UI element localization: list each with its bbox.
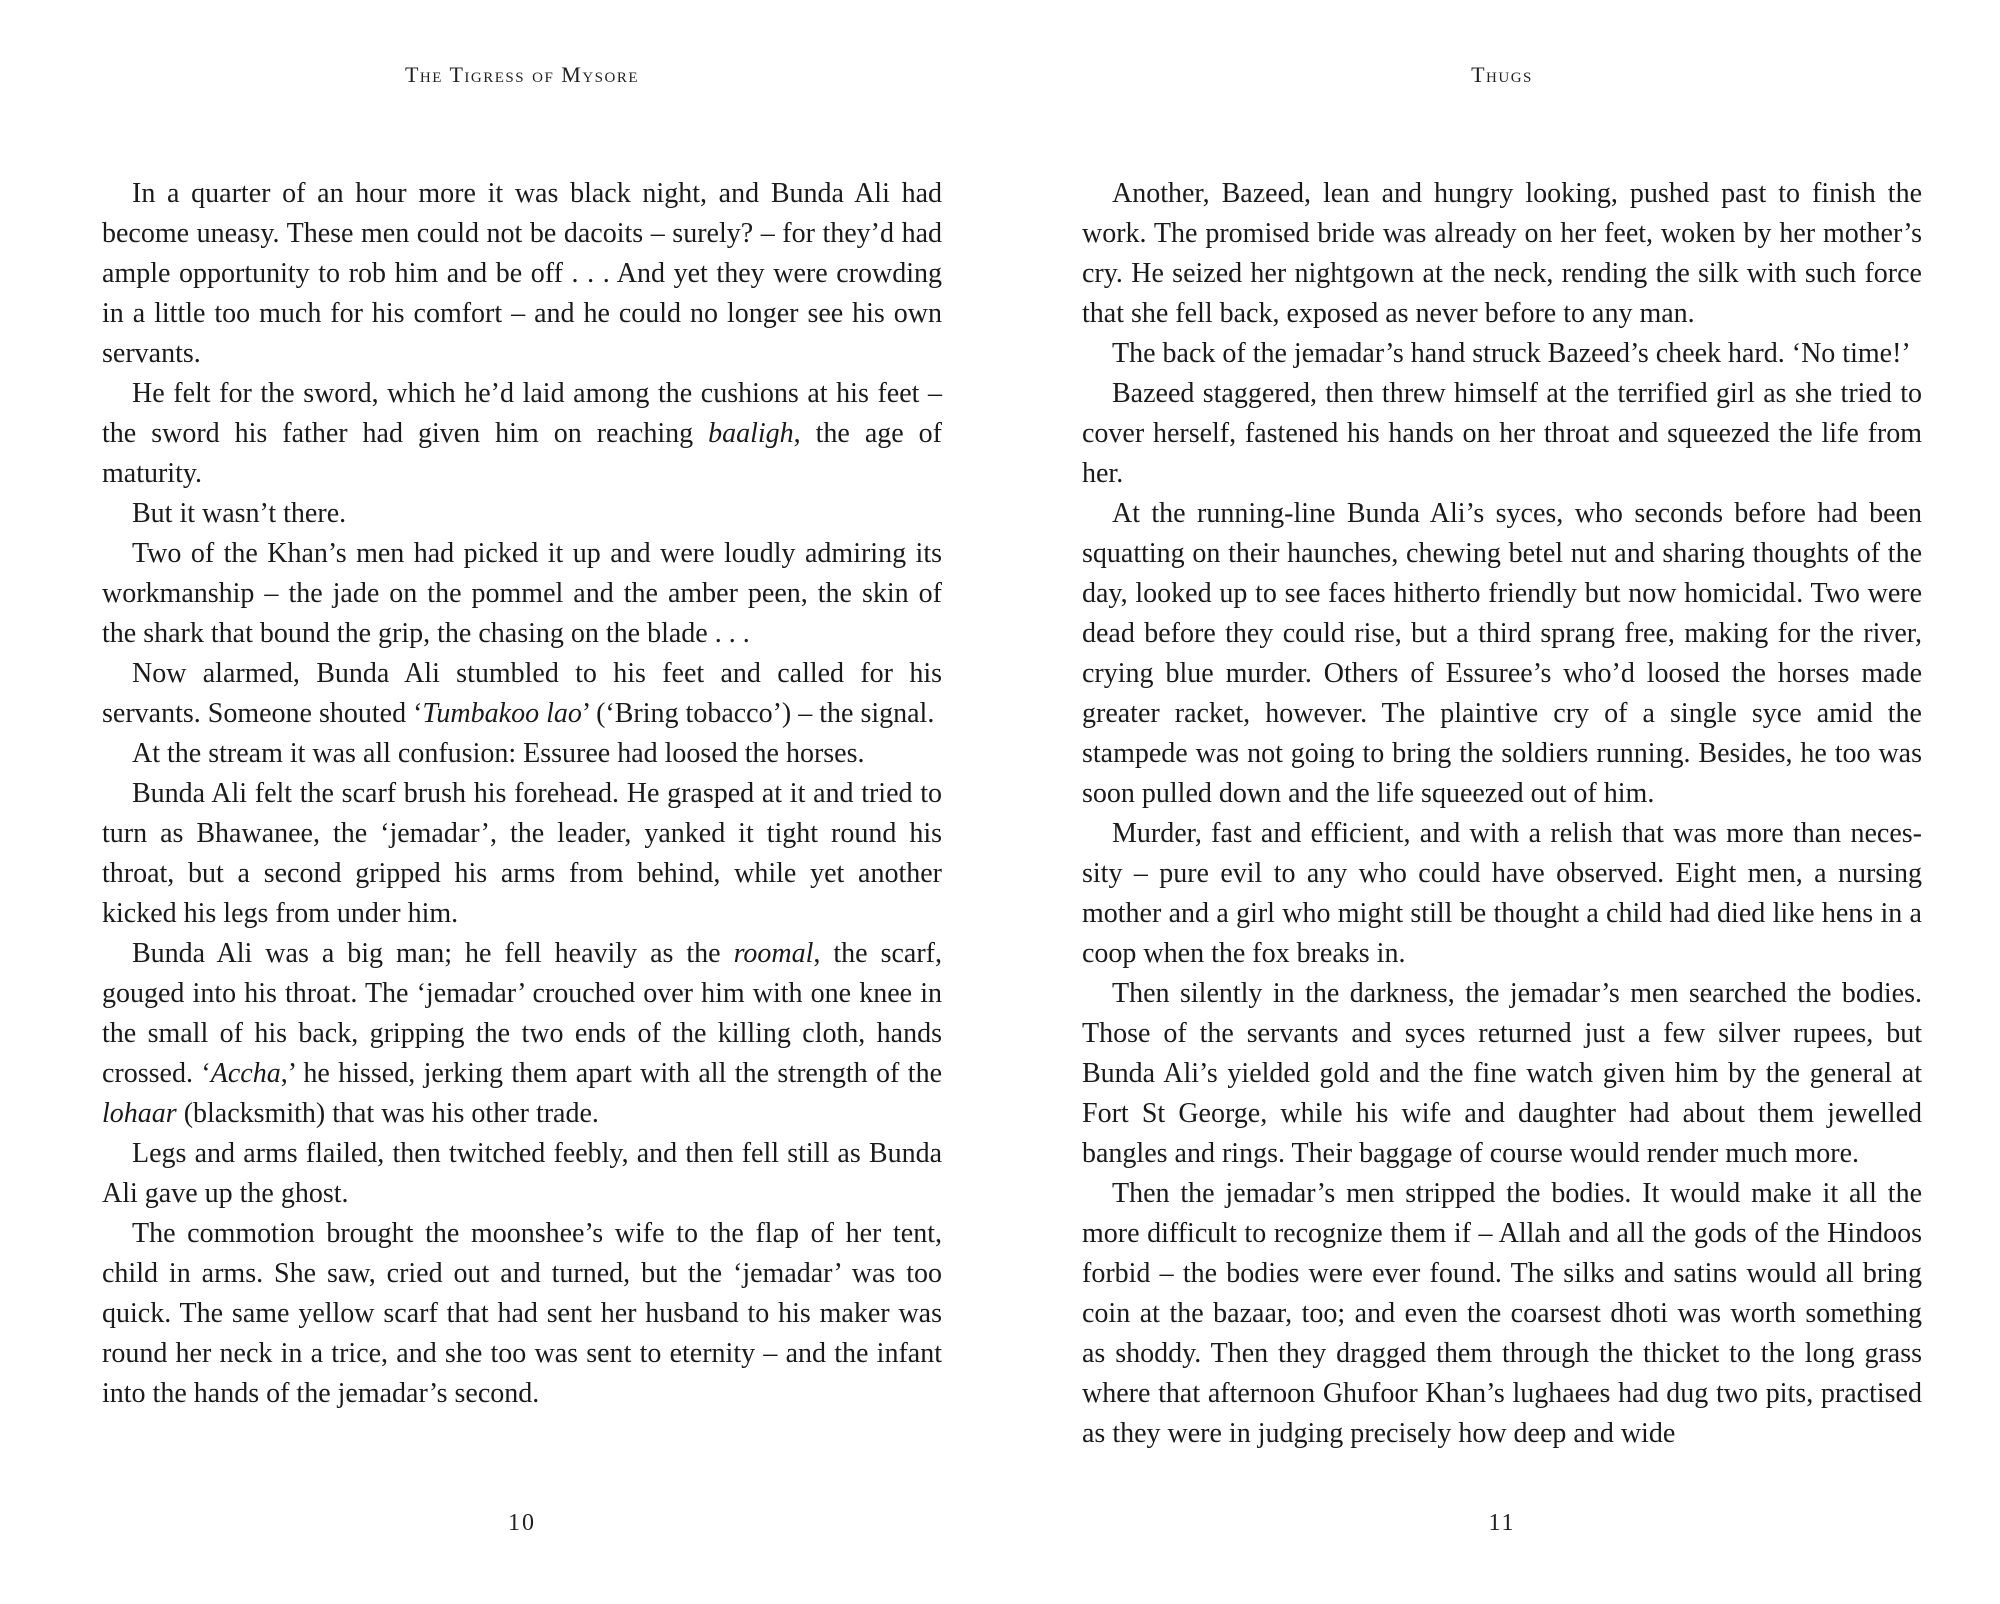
text-run: Now alarmed, Bunda Ali stumbled to his feet and called for his servants. Someone shouted ‘ <box>102 658 942 729</box>
paragraph <box>1082 334 1922 374</box>
italic-term: baaligh <box>708 418 794 449</box>
running-head-right: Thugs <box>1471 62 1533 87</box>
right-text-block <box>1082 174 1922 1454</box>
text-run: Bazeed staggered, then threw himself at the terrified girl as she tried to cover herself, fastened his hands on her throat and squeezed the life from her. <box>1082 378 1922 489</box>
text-run: Bunda Ali was a big man; he fell heavily as the <box>132 938 734 969</box>
running-head-left: The Tigress of Mysore <box>404 62 640 87</box>
paragraph <box>1082 494 1922 814</box>
text-run: Another, Bazeed, lean and hungry looking, pushed past to finish the work. The promised bride was already on her feet, woken by her mother’s cry. He seized her nightgown at the neck, rending the silk with such force that she fell back, exposed as never before to any man. <box>1082 178 1922 329</box>
text-run: , the scarf, gouged into his throat. The ‘jemadar’ crouched over him with one knee in the small of his back, gripping the two ends of the killing cloth, hands crossed. ‘ <box>102 938 942 1089</box>
text-run: At the stream it was all confusion: Essuree had loosed the horses. <box>132 738 865 769</box>
paragraph <box>1082 814 1922 974</box>
text-run: (blacksmith) that was his other trade. <box>176 1098 599 1129</box>
italic-term: lohaar <box>102 1098 177 1129</box>
text-run: The back of the jemadar’s hand struck Bazeed’s cheek hard. ‘No time!’ <box>1112 338 1911 369</box>
text-run: , the age of maturity. <box>102 418 943 489</box>
text-run: He felt for the sword, which he’d laid among the cushions at his feet – the sword his father had given him on reaching <box>102 378 942 449</box>
paragraph <box>102 1134 942 1214</box>
italic-term: Accha <box>210 1058 281 1089</box>
text-run: Then silently in the darkness, the jemadar’s men searched the bodies. Those of the servants and syces returned just a few silver rupees, but Bunda Ali’s yielded gold and the fine watch given him by the general at Fort St George, while his wife and daughter had about them jewelled bangles and rings. Their baggage of course would render much more. <box>1082 978 1922 1169</box>
paragraph <box>102 934 942 1134</box>
left-page <box>102 0 942 1604</box>
paragraph <box>1082 174 1922 334</box>
left-text-block <box>102 174 942 1414</box>
page-number-left: 10 <box>508 1510 536 1536</box>
right-page <box>1082 0 1922 1604</box>
italic-term: roomal <box>733 938 814 969</box>
paragraph <box>1082 974 1922 1174</box>
text-run: In a quarter of an hour more it was black night, and Bunda Ali had become uneasy. These men could not be dacoits – surely? – for they’d had ample opportunity to rob him and be off . . . And yet they were crowding in a little too much for his comfort – and he could no longer see his own servants. <box>102 178 942 369</box>
text-run: But it wasn’t there. <box>132 498 347 529</box>
text-run: ,’ he hissed, jerking them apart with all the strength of the <box>280 1058 943 1089</box>
paragraph <box>102 734 942 774</box>
text-run: Two of the Khan’s men had picked it up and were loudly admiring its workmanship – the jade on the pommel and the amber peen, the skin of the shark that bound the grip, the chasing on the blade . . . <box>102 538 942 649</box>
text-run: ’ (‘Bring tobacco’) – the signal. <box>581 698 935 729</box>
paragraph <box>102 374 942 494</box>
paragraph <box>1082 1174 1922 1454</box>
text-run: Murder, fast and efficient, and with a relish that was more than necessity – pure evil to any who could have observed. Eight men, a nursing mother and a girl who might still be thought a child had died like hens in a coop when the fox breaks in. <box>1082 818 1922 969</box>
paragraph <box>1082 374 1922 494</box>
text-run: Bunda Ali felt the scarf brush his forehead. He grasped at it and tried to turn as Bhawanee, the ‘jemadar’, the leader, yanked it tight round his throat, but a second gripped his arms from behind, while yet another kicked his legs from under him. <box>102 778 942 929</box>
paragraph <box>102 494 942 534</box>
italic-term: Tumbakoo lao <box>422 698 582 729</box>
text-run: The commotion brought the moonshee’s wife to the flap of her tent, child in arms. She saw, cried out and turned, but the ‘jemadar’ was too quick. The same yellow scarf that had sent her husband to his maker was round her neck in a trice, and she too was sent to eternity – and the infant into the hands of the jemadar’s second. <box>102 1218 942 1409</box>
page-number-right: 11 <box>1488 1510 1516 1536</box>
text-run: Legs and arms flailed, then twitched feebly, and then fell still as Bunda Ali gave up the ghost. <box>102 1138 942 1209</box>
paragraph <box>102 654 942 734</box>
paragraph <box>102 1214 942 1414</box>
paragraph <box>102 534 942 654</box>
text-run: At the running-line Bunda Ali’s syces, who seconds before had been squatting on their haunches, chewing betel nut and sharing thoughts of the day, looked up to see faces hitherto friendly but now homicidal. Two were dead before they could rise, but a third sprang free, making for the river, crying blue murder. Others of Essuree’s who’d loosed the horses made greater racket, however. The plaintive cry of a single syce amid the stampede was not going to bring the soldiers running. Besides, he too was soon pulled down and the life squeezed out of him. <box>1082 498 1922 809</box>
paragraph <box>102 174 942 374</box>
text-run: Then the jemadar’s men stripped the bodies. It would make it all the more difficult to recognize them if – Allah and all the gods of the Hindoos forbid – the bodies were ever found. The silks and satins would all bring coin at the bazaar, too; and even the coarsest dhoti was worth something as shoddy. Then they dragged them through the thicket to the long grass where that afternoon Ghufoor Khan’s lughaees had dug two pits, practised as they were in judging precisely how deep and wide <box>1082 1178 1922 1449</box>
paragraph <box>102 774 942 934</box>
